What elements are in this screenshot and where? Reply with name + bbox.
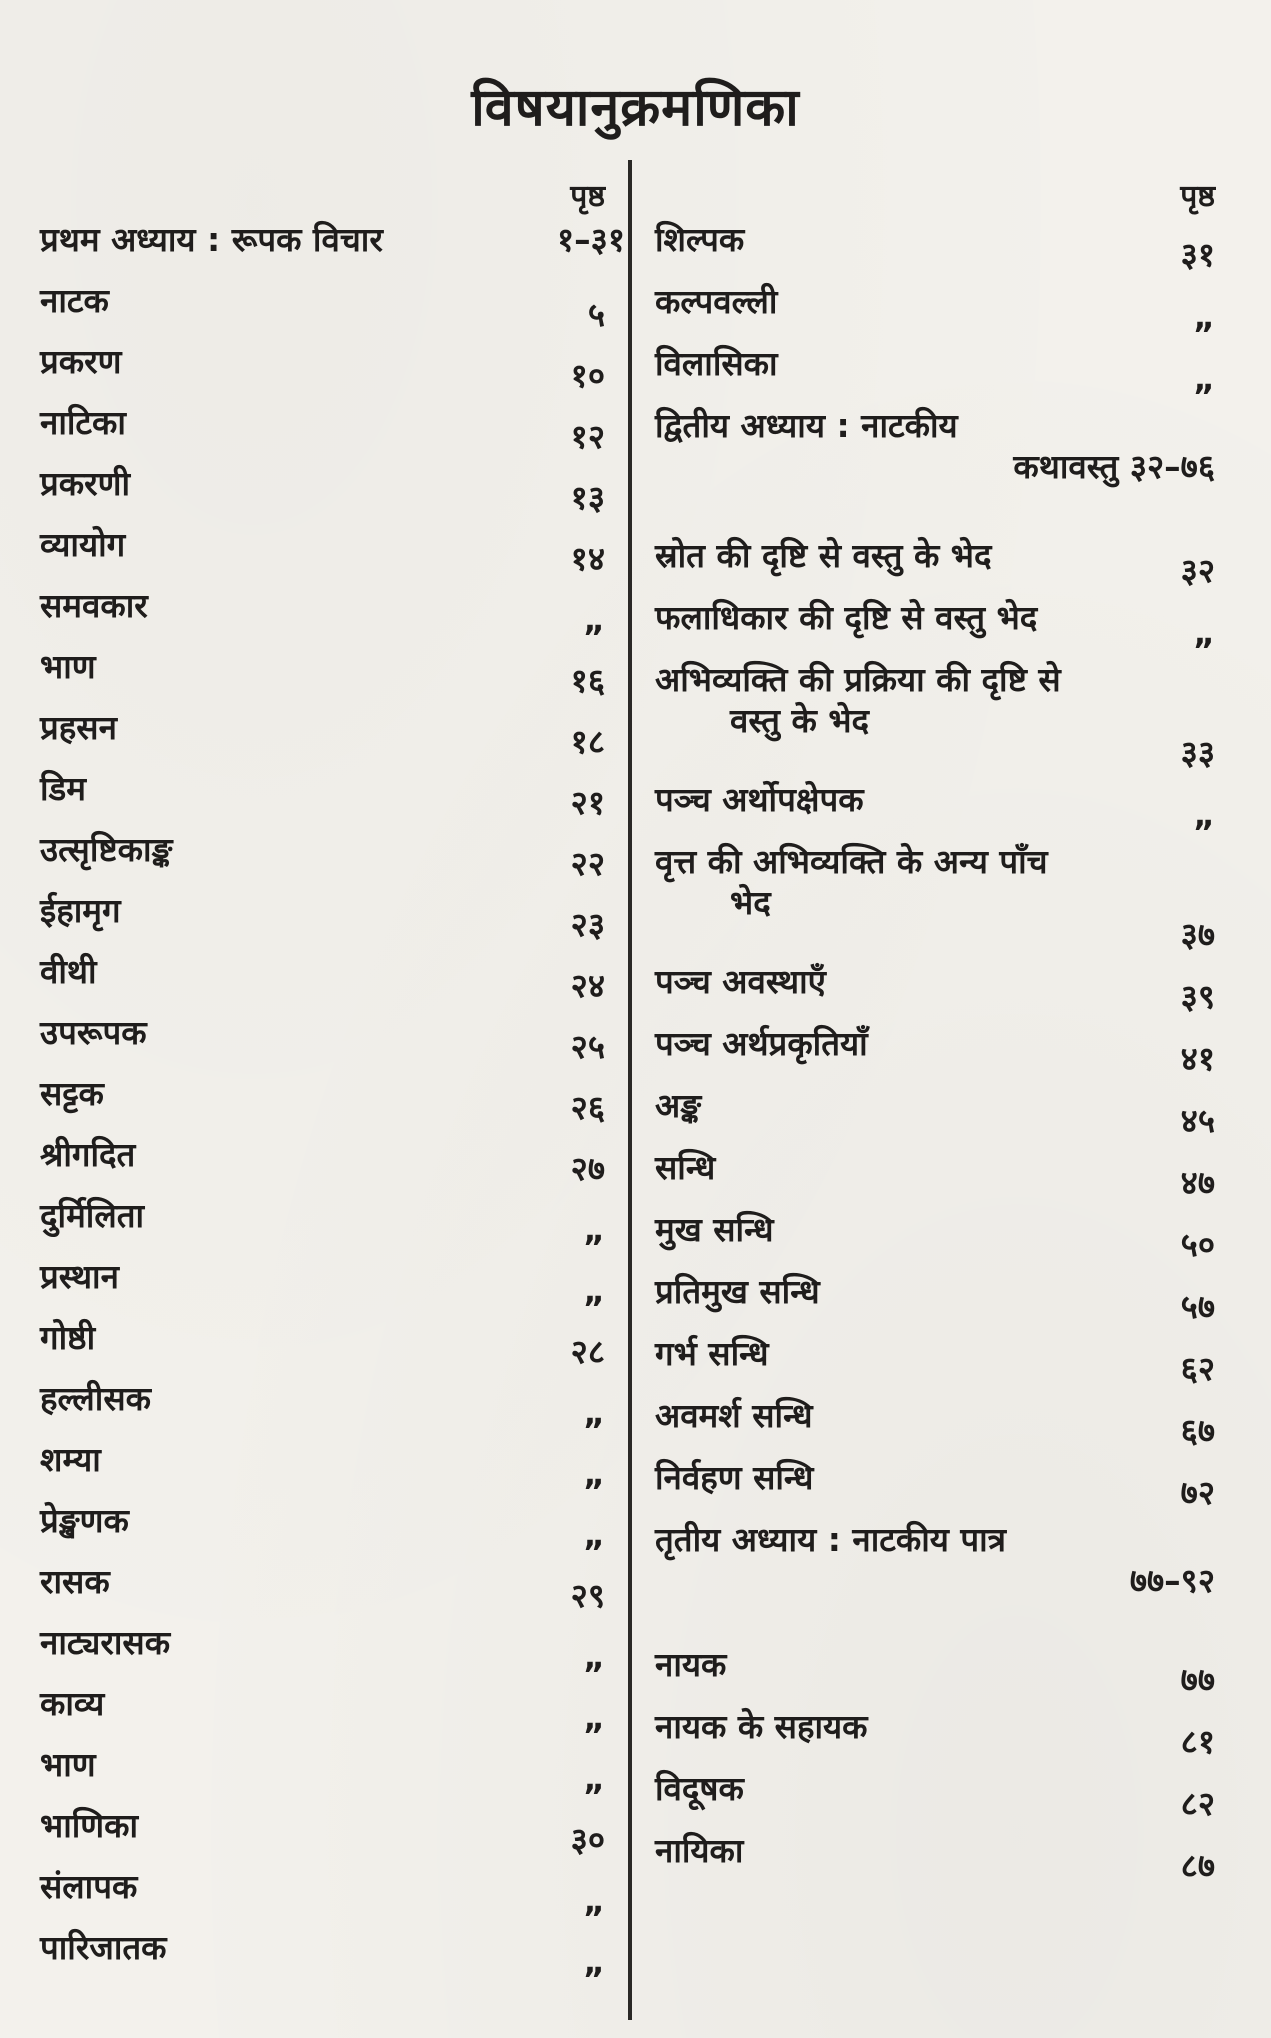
entry-label: नायिका bbox=[655, 1831, 744, 1870]
toc-entry bbox=[40, 463, 625, 524]
toc-entry bbox=[655, 1457, 1215, 1519]
entry-page-number: „ bbox=[583, 1758, 605, 1798]
toc-entry bbox=[40, 646, 625, 707]
toc-entry bbox=[655, 1830, 1215, 1892]
entry-page-number: २६ bbox=[570, 1087, 605, 1127]
entry-page-number: २४ bbox=[570, 965, 605, 1005]
entry-page-number: १८ bbox=[570, 721, 605, 761]
toc-entry bbox=[40, 1378, 625, 1439]
entry-label: अङ्क bbox=[655, 1086, 702, 1125]
entry-label: कल्पवल्ली bbox=[655, 282, 778, 321]
toc-entry bbox=[40, 1195, 625, 1256]
entry-page-number: „ bbox=[1193, 612, 1215, 652]
toc-entry bbox=[40, 402, 625, 463]
toc-entry bbox=[655, 779, 1215, 841]
entry-page-number: „ bbox=[583, 1209, 605, 1249]
entry-page-number: ४१ bbox=[1180, 1038, 1215, 1078]
entry-label: पञ्च अर्थोपक्षेपक bbox=[655, 780, 864, 819]
entry-page-number: ५० bbox=[1180, 1224, 1215, 1264]
entry-page-number: १३ bbox=[570, 477, 605, 517]
entry-page-number: „ bbox=[583, 1270, 605, 1310]
entry-page-number: २८ bbox=[570, 1331, 605, 1371]
entry-page-number: ३२ bbox=[1180, 550, 1215, 590]
entry-label-continued: ७७–९२ bbox=[1129, 1561, 1215, 1601]
entry-page-number: ३९ bbox=[1180, 976, 1215, 1016]
entry-label: नाटक bbox=[40, 281, 109, 320]
entry-page-number: १२ bbox=[570, 416, 605, 456]
entry-label: स्रोत की दृष्टि से वस्तु के भेद bbox=[655, 536, 992, 575]
entry-label: ईहामृग bbox=[40, 891, 121, 930]
toc-entry bbox=[655, 1209, 1215, 1271]
toc-entry bbox=[40, 1317, 625, 1378]
entry-page-number: ४७ bbox=[1180, 1162, 1215, 1202]
toc-entry bbox=[40, 280, 625, 341]
entry-label: प्रथम अध्याय : रूपक विचार bbox=[40, 220, 383, 259]
page-column-header: पृष्ठ bbox=[1180, 179, 1215, 214]
toc-entry bbox=[655, 597, 1215, 659]
entry-label: दुर्मिलिता bbox=[40, 1196, 145, 1235]
entry-page-number: ४५ bbox=[1180, 1100, 1215, 1140]
entry-label: नायक के सहायक bbox=[655, 1707, 868, 1746]
entry-label: फलाधिकार की दृष्टि से वस्तु भेद bbox=[655, 598, 1038, 637]
toc-entry bbox=[40, 1073, 625, 1134]
entry-label: नायक bbox=[655, 1645, 727, 1684]
entry-page-number: ३३ bbox=[1180, 732, 1215, 772]
entry-label: अभिव्यक्ति की प्रक्रिया की दृष्टि से bbox=[655, 660, 1061, 699]
toc-entry bbox=[655, 659, 1215, 779]
entry-label: हल्लीसक bbox=[40, 1379, 151, 1418]
entry-page-number: ८२ bbox=[1180, 1783, 1215, 1823]
entry-label: पारिजातक bbox=[40, 1928, 167, 1967]
toc-entry bbox=[40, 1744, 625, 1805]
toc-entry bbox=[655, 343, 1215, 405]
entry-label: प्रहसन bbox=[40, 708, 117, 747]
entry-page-number: „ bbox=[1193, 358, 1215, 398]
entry-page-number: १४ bbox=[570, 538, 605, 578]
entry-page-number: १६ bbox=[570, 660, 605, 700]
entry-label: भाण bbox=[40, 647, 96, 686]
toc-entry bbox=[40, 1805, 625, 1866]
toc-entry bbox=[40, 829, 625, 890]
toc-entry bbox=[655, 1271, 1215, 1333]
entry-label: श्रीगदित bbox=[40, 1135, 136, 1174]
entry-page-number: ३१ bbox=[1180, 234, 1215, 274]
entry-page-number: २१ bbox=[570, 782, 605, 822]
toc-entry bbox=[40, 1012, 625, 1073]
entry-page-number: ६७ bbox=[1180, 1410, 1215, 1450]
entry-page-number: „ bbox=[583, 1697, 605, 1737]
entry-page-number: „ bbox=[583, 1514, 605, 1554]
toc-entry bbox=[40, 1134, 625, 1195]
right-entry-list bbox=[655, 219, 1215, 1892]
entry-label: डिम bbox=[40, 769, 86, 808]
toc-entry bbox=[655, 1023, 1215, 1085]
entry-label: अवमर्श सन्धि bbox=[655, 1396, 813, 1435]
toc-entry bbox=[655, 281, 1215, 343]
toc-entry bbox=[40, 951, 625, 1012]
entry-label: वृत्त की अभिव्यक्ति के अन्य पाँच bbox=[655, 842, 1048, 881]
entry-label: शम्या bbox=[40, 1440, 101, 1479]
entry-page-number: २९ bbox=[570, 1575, 605, 1615]
entry-page-number: ८७ bbox=[1180, 1845, 1215, 1885]
entry-page-number: „ bbox=[583, 1941, 605, 1981]
toc-entry bbox=[655, 1085, 1215, 1147]
entry-label: भाणिका bbox=[40, 1806, 139, 1845]
toc-entry bbox=[655, 1395, 1215, 1457]
toc-entry bbox=[40, 1622, 625, 1683]
toc-entry bbox=[40, 341, 625, 402]
entry-page-number: „ bbox=[583, 1636, 605, 1676]
left-entry-list bbox=[40, 219, 625, 1988]
entry-label: सन्धि bbox=[655, 1148, 716, 1187]
entry-page-number: ३७ bbox=[1180, 914, 1215, 954]
entry-label: प्रकरणी bbox=[40, 464, 131, 503]
entry-label: उत्सृष्टिकाङ्क bbox=[40, 830, 173, 869]
toc-entry bbox=[40, 585, 625, 646]
page-title: विषयानुक्रमणिका bbox=[471, 78, 800, 138]
entry-label: संलापक bbox=[40, 1867, 138, 1906]
toc-entry bbox=[655, 219, 1215, 281]
entry-label: प्रेङ्खणक bbox=[40, 1501, 129, 1540]
right-column bbox=[655, 175, 1215, 1892]
toc-entry bbox=[40, 1927, 625, 1988]
entry-label: प्रकरण bbox=[40, 342, 122, 381]
toc-entry bbox=[40, 890, 625, 951]
entry-page-number: १–३१ bbox=[557, 220, 625, 259]
entry-label: पञ्च अर्थप्रकृतियाँ bbox=[655, 1024, 868, 1063]
entry-page-number: २७ bbox=[570, 1148, 605, 1188]
toc-entry bbox=[40, 524, 625, 585]
toc-entry bbox=[40, 1683, 625, 1744]
entry-label: प्रतिमुख सन्धि bbox=[655, 1272, 820, 1311]
column-divider bbox=[628, 160, 632, 2020]
toc-entry bbox=[40, 1866, 625, 1927]
entry-label: काव्य bbox=[40, 1684, 105, 1723]
entry-label: विदूषक bbox=[655, 1769, 744, 1808]
entry-label: उपरूपक bbox=[40, 1013, 147, 1052]
entry-page-number: „ bbox=[1193, 296, 1215, 336]
entry-page-number: „ bbox=[583, 1453, 605, 1493]
toc-entry bbox=[655, 1768, 1215, 1830]
entry-label: व्यायोग bbox=[40, 525, 126, 564]
entry-label: भाण bbox=[40, 1745, 96, 1784]
entry-page-number: „ bbox=[583, 599, 605, 639]
toc-entry bbox=[40, 768, 625, 829]
entry-label-continued: भेद bbox=[730, 883, 771, 923]
entry-page-number: २५ bbox=[570, 1026, 605, 1066]
toc-entry bbox=[40, 1256, 625, 1317]
entry-page-number: „ bbox=[583, 1392, 605, 1432]
entry-label: रासक bbox=[40, 1562, 110, 1601]
entry-label: मुख सन्धि bbox=[655, 1210, 774, 1249]
entry-label: निर्वहण सन्धि bbox=[655, 1458, 814, 1497]
entry-label: नाट्यरासक bbox=[40, 1623, 171, 1662]
entry-page-number: ७७ bbox=[1180, 1659, 1215, 1699]
entry-page-number: ५ bbox=[587, 294, 605, 334]
entry-label: द्वितीय अध्याय : नाटकीय bbox=[655, 406, 958, 445]
entry-label: सट्टक bbox=[40, 1074, 104, 1113]
toc-entry bbox=[655, 961, 1215, 1023]
toc-entry bbox=[655, 1644, 1215, 1706]
entry-label: शिल्पक bbox=[655, 220, 745, 259]
toc-entry bbox=[40, 707, 625, 768]
toc-entry bbox=[655, 535, 1215, 597]
toc-entry bbox=[40, 1561, 625, 1622]
left-column bbox=[40, 175, 625, 1988]
entry-page-number: २३ bbox=[570, 904, 605, 944]
entry-page-number: ८१ bbox=[1180, 1721, 1215, 1761]
entry-page-number: ७२ bbox=[1180, 1472, 1215, 1512]
entry-label: वीथी bbox=[40, 952, 97, 991]
toc-chapter-entry bbox=[40, 219, 625, 280]
entry-page-number: ६२ bbox=[1180, 1348, 1215, 1388]
toc-entry bbox=[655, 841, 1215, 961]
entry-label: तृतीय अध्याय : नाटकीय पात्र bbox=[655, 1520, 1006, 1559]
entry-label: पञ्च अवस्थाएँ bbox=[655, 962, 826, 1001]
entry-label: समवकार bbox=[40, 586, 148, 625]
entry-label-continued: कथावस्तु ३२–७६ bbox=[1013, 447, 1215, 487]
toc-entry bbox=[40, 1500, 625, 1561]
entry-page-number: १० bbox=[570, 355, 605, 395]
entry-page-number: „ bbox=[583, 1880, 605, 1920]
entry-label: गर्भ सन्धि bbox=[655, 1334, 769, 1373]
toc-chapter-entry bbox=[655, 405, 1215, 535]
entry-label-continued: वस्तु के भेद bbox=[730, 701, 870, 741]
entry-page-number: ५७ bbox=[1180, 1286, 1215, 1326]
entry-page-number: „ bbox=[1193, 794, 1215, 834]
entry-label: नाटिका bbox=[40, 403, 126, 442]
toc-entry bbox=[655, 1147, 1215, 1209]
entry-label: गोष्ठी bbox=[40, 1318, 96, 1357]
toc-entry bbox=[655, 1706, 1215, 1768]
toc-chapter-entry bbox=[655, 1519, 1215, 1644]
entry-page-number: ३० bbox=[570, 1819, 605, 1859]
toc-entry bbox=[40, 1439, 625, 1500]
page-column-header: पृष्ठ bbox=[570, 179, 605, 214]
entry-page-number: २२ bbox=[570, 843, 605, 883]
toc-entry bbox=[655, 1333, 1215, 1395]
entry-label: प्रस्थान bbox=[40, 1257, 119, 1296]
entry-label: विलासिका bbox=[655, 344, 778, 383]
